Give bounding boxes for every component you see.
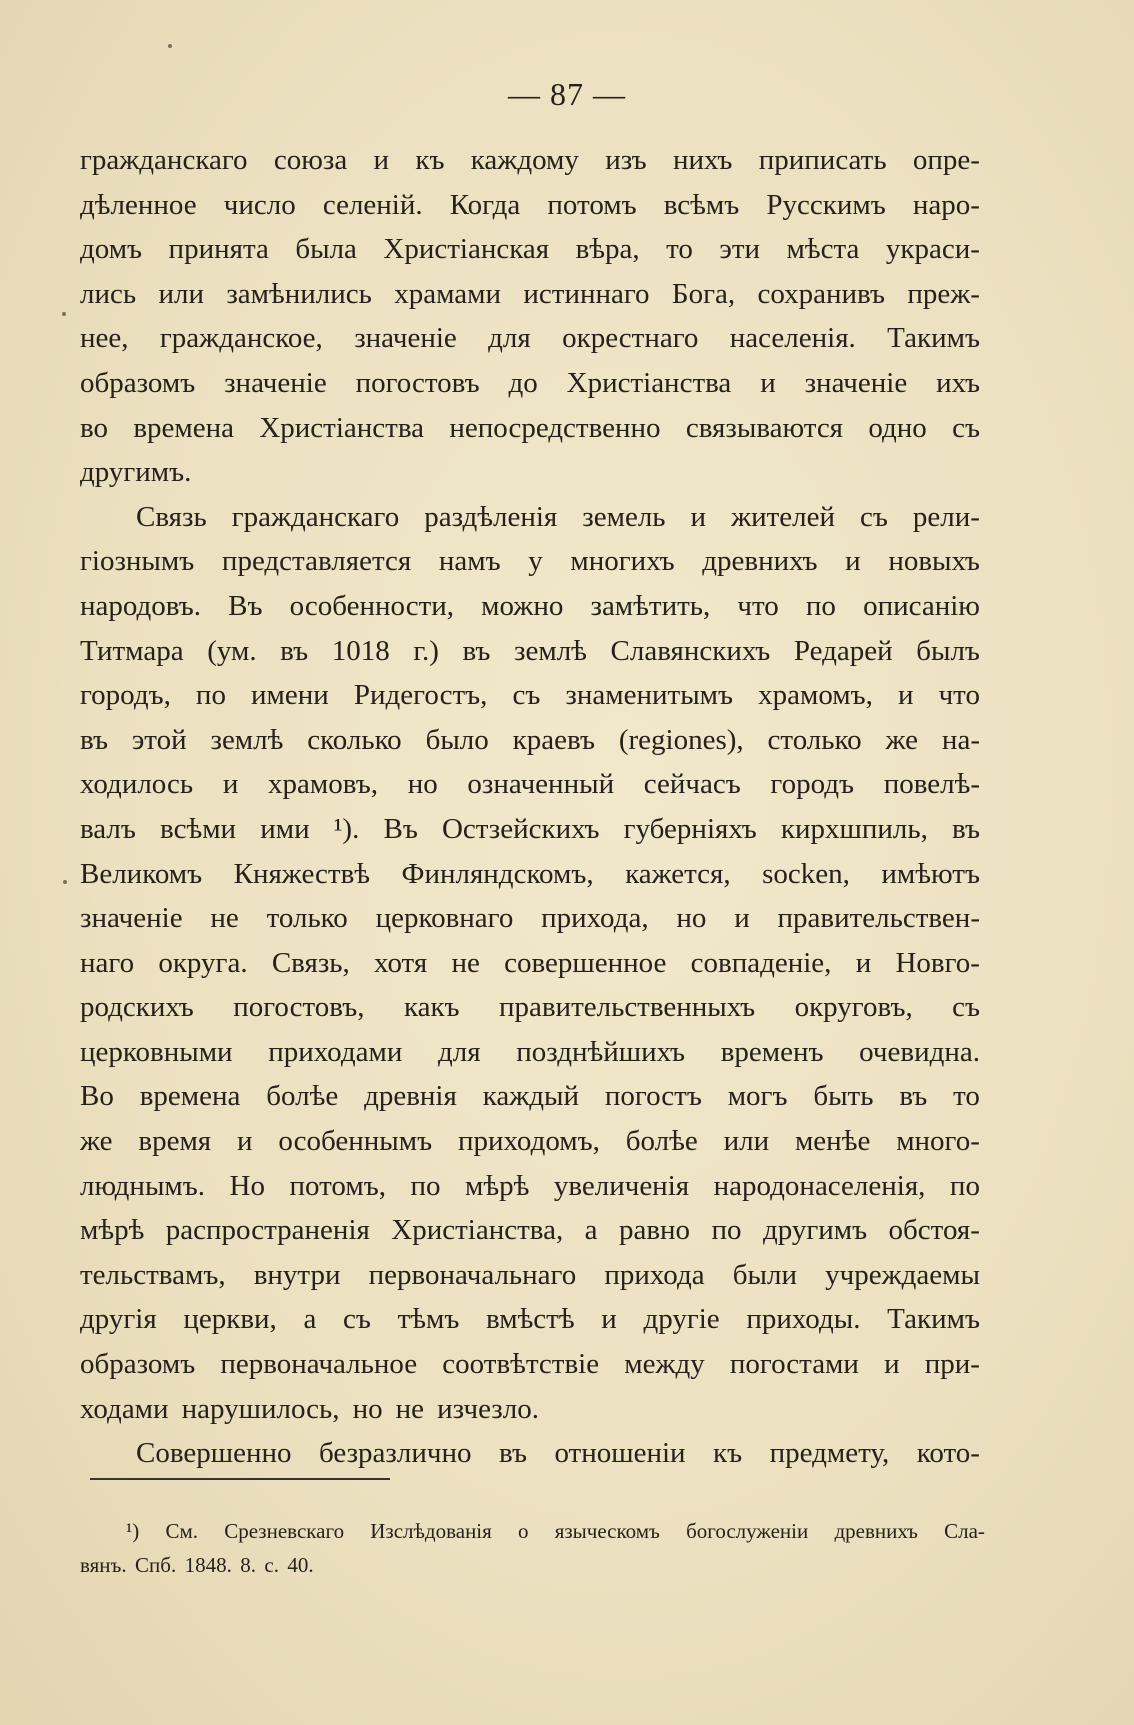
word: кото- (916, 1437, 980, 1470)
word: а (303, 1303, 317, 1336)
word: округовъ, (794, 991, 913, 1024)
word: и (760, 366, 776, 399)
word: гражданскаго (80, 144, 248, 176)
word: замѣнились (226, 277, 372, 310)
word: селеній. (322, 188, 423, 221)
word: между (624, 1348, 705, 1381)
word: не (451, 946, 480, 979)
word: значеніе (224, 366, 327, 399)
word: по (195, 679, 226, 712)
word: преж- (907, 277, 980, 310)
word: приходомъ, (457, 1125, 600, 1158)
word: и (734, 902, 750, 935)
text-line (80, 406, 980, 451)
word: Великомъ (80, 857, 203, 890)
word: могъ (727, 1080, 788, 1113)
word: гражданскаго (231, 500, 400, 533)
word: или (158, 277, 204, 310)
word: увеличенія (553, 1169, 690, 1202)
word: по (805, 589, 836, 622)
word: 1848. (184, 1553, 232, 1577)
word: ¹). (333, 812, 360, 845)
word: значеніе (804, 366, 908, 399)
word: Въ (228, 589, 263, 622)
word: обстоя- (888, 1214, 980, 1247)
word: и (897, 679, 914, 712)
page-number: — 87 — (508, 76, 626, 112)
word: мѣрѣ (80, 1214, 145, 1247)
text-line (80, 629, 980, 674)
word: съ (952, 411, 980, 444)
footnote-line (80, 1514, 985, 1548)
word: но (676, 902, 707, 935)
word: временъ (720, 1035, 824, 1068)
speck (62, 312, 66, 316)
text-line (80, 183, 980, 228)
word: не (210, 902, 239, 935)
word: погостъ (604, 1080, 702, 1113)
word: время (138, 1125, 212, 1158)
word: приписать (758, 144, 887, 176)
word: опре- (912, 144, 980, 176)
text-line (80, 1164, 980, 1209)
word: образомъ (80, 1348, 196, 1381)
word: Въ (383, 812, 418, 845)
word: сколько (307, 723, 402, 756)
word: и (237, 1125, 253, 1158)
word: Во (80, 1080, 114, 1113)
word: рели- (912, 500, 980, 533)
text-line (80, 896, 980, 941)
text-line (80, 807, 980, 852)
word: съ (343, 1303, 371, 1336)
word: особеннымъ (278, 1125, 433, 1158)
word: повелѣ- (883, 768, 980, 801)
word: хотя (374, 946, 428, 979)
word: прихода, (541, 902, 649, 935)
text-line (80, 1119, 980, 1164)
word: до (508, 366, 538, 399)
word: равно (618, 1214, 691, 1247)
word: другіе (643, 1303, 720, 1336)
word: каждый (482, 1080, 580, 1113)
word: новыхъ (888, 545, 980, 578)
word: кирхшпиль, (780, 812, 928, 845)
word: древнія (364, 1080, 457, 1113)
word: безразлично (318, 1437, 472, 1470)
footnote-divider (90, 1478, 390, 1480)
word: первоначальное (220, 1348, 418, 1381)
word: и (884, 1348, 900, 1381)
word: погостовъ (355, 366, 480, 399)
word: столько (767, 723, 862, 756)
text-line (80, 138, 980, 183)
text-line (80, 985, 980, 1030)
word: непосредственно (449, 411, 661, 444)
word: землѣ (514, 634, 587, 667)
word: имѣютъ (881, 857, 980, 890)
word: Княжествѣ (233, 857, 371, 890)
word: кажется, (625, 857, 731, 890)
word: можно (481, 589, 564, 622)
word: же (885, 723, 919, 756)
word: во (80, 411, 108, 444)
word: приходами (268, 1035, 403, 1068)
word: погостами (729, 1348, 859, 1381)
word: соотвѣтствіе (442, 1348, 600, 1381)
text-line (80, 1253, 980, 1298)
word: Титмара (80, 634, 184, 667)
word: и (373, 144, 390, 176)
word: по (711, 1214, 742, 1247)
word: что (737, 589, 779, 622)
word: наро- (912, 188, 980, 221)
word: правительствен- (777, 902, 980, 935)
word: Когда (449, 188, 521, 221)
word: по (410, 1169, 441, 1202)
word: была (295, 233, 357, 266)
word: socken, (762, 857, 850, 890)
word: то (666, 233, 693, 266)
word: позднѣйшихъ (516, 1035, 686, 1068)
text-line (80, 1074, 980, 1119)
word: болѣе (625, 1125, 698, 1158)
word: вѣра, (575, 233, 640, 266)
text-line (80, 450, 980, 495)
word: въ (80, 723, 108, 756)
word: потомъ (547, 188, 637, 221)
word: но (407, 768, 438, 801)
word: въ (899, 1080, 928, 1113)
word: по (949, 1169, 980, 1202)
word: древнихъ (702, 545, 818, 578)
word: въ (951, 812, 980, 845)
word: связываются (685, 411, 844, 444)
word: потомъ, (289, 1169, 386, 1202)
word: Христіанская (383, 233, 550, 266)
word: предмету, (769, 1437, 890, 1470)
word: Христіанства (566, 366, 732, 399)
word: Христіанства (259, 411, 424, 444)
word: вмѣстѣ (486, 1303, 575, 1336)
word: къ (415, 144, 445, 176)
word: очевидна. (859, 1035, 980, 1068)
word: (ум. (207, 634, 257, 667)
word: при- (924, 1348, 980, 1381)
word: народонаселенія, (713, 1169, 926, 1202)
word: въ (462, 634, 491, 667)
word: Новго- (895, 946, 980, 979)
word: домъ (80, 233, 143, 266)
word: Остзейскихъ (441, 812, 600, 845)
word: храмами (394, 277, 502, 310)
body-text (80, 138, 980, 1476)
word: намъ (438, 545, 501, 578)
word: описанію (863, 589, 980, 622)
word: городъ (770, 768, 855, 801)
word: г.) (413, 634, 439, 667)
word: одно (868, 411, 927, 444)
word: ихъ (936, 366, 980, 399)
word: къ (713, 1437, 743, 1470)
word: окрестнаго (562, 322, 699, 355)
word: много- (896, 1125, 980, 1158)
word: другимъ (762, 1214, 868, 1247)
text-line (80, 361, 980, 406)
word: съ (512, 679, 541, 712)
text-line (80, 1030, 980, 1075)
word: гражданское, (159, 322, 323, 355)
word: тѣмъ (397, 1303, 460, 1336)
word: и (845, 545, 861, 578)
word: совершенное (504, 946, 667, 979)
word: представляется (221, 545, 412, 578)
word: Связь, (271, 946, 350, 979)
word: число (223, 188, 296, 221)
speck (63, 880, 67, 884)
word: изъ (605, 144, 647, 176)
word: сейчасъ (643, 768, 741, 801)
word: жителей (731, 500, 836, 533)
word: означенный (467, 768, 615, 801)
word: отношеніи (554, 1437, 686, 1470)
text-line (80, 1387, 980, 1432)
word: же (80, 1125, 113, 1158)
word: церкви, (183, 1303, 277, 1336)
word: раздѣленія (424, 500, 558, 533)
word: тельствамъ, (80, 1258, 226, 1291)
word: было (425, 723, 489, 756)
word: и (855, 946, 872, 979)
word: гіознымъ (80, 545, 195, 578)
word: значеніе (354, 322, 457, 355)
word: первоначальнаго (368, 1258, 577, 1291)
word: церковными (80, 1035, 233, 1068)
text-line (80, 272, 980, 317)
text-line (80, 584, 980, 629)
word: что (938, 679, 980, 712)
word: ходами (80, 1392, 169, 1425)
word: но (352, 1392, 383, 1425)
word: были (732, 1258, 797, 1291)
word: этой (131, 723, 187, 756)
word: городъ, (80, 679, 171, 712)
text-line (80, 1342, 980, 1387)
word: округа. (158, 946, 248, 979)
word: совпаденіе, (690, 946, 832, 979)
word: с. (264, 1553, 279, 1577)
word: нее, (80, 322, 129, 355)
word: нарушилось, (181, 1392, 340, 1425)
word: или (723, 1125, 770, 1158)
word: для (438, 1035, 481, 1068)
word: древнихъ (834, 1519, 918, 1543)
word: въ (498, 1437, 527, 1470)
word: 1018 (331, 634, 390, 667)
word: вянъ. (80, 1553, 127, 1577)
word: только (266, 902, 348, 935)
word: другимъ. (80, 456, 192, 489)
footnote-line (80, 1548, 985, 1582)
word: Но (229, 1169, 265, 1202)
word: народовъ. (80, 589, 202, 622)
word: Русскимъ (766, 188, 886, 221)
word: Спб. (135, 1553, 177, 1577)
word: храмовъ, (268, 768, 378, 801)
word: съ (952, 991, 980, 1024)
word: внутри (253, 1258, 341, 1291)
word: Связь (136, 500, 207, 533)
word: краевъ (512, 723, 595, 756)
text-line (80, 852, 980, 897)
word: ¹) (126, 1519, 140, 1543)
word: Изслѣдованія (370, 1519, 492, 1543)
word: былъ (916, 634, 980, 667)
word: и (601, 1303, 617, 1336)
word: о (518, 1519, 529, 1543)
word: ходилось (80, 768, 194, 801)
word: не (395, 1392, 425, 1425)
word: принята (168, 233, 269, 266)
word: образомъ (80, 366, 196, 399)
text-line (80, 227, 980, 272)
word: союза (273, 144, 348, 176)
word: менѣе (794, 1125, 871, 1158)
word: губерніяхъ (623, 812, 757, 845)
word: населенія. (729, 322, 856, 355)
word: 8. (240, 1553, 257, 1577)
word: какъ (403, 991, 460, 1024)
word: Бога, (671, 277, 736, 310)
text-line (80, 762, 980, 807)
word: украси- (885, 233, 980, 266)
word: Христіанства, (391, 1214, 564, 1247)
word: правительственныхъ (498, 991, 756, 1024)
word: мѣрѣ (465, 1169, 530, 1202)
word: Славянскихъ (610, 634, 771, 667)
word: сохранивъ (757, 277, 885, 310)
text-line (80, 539, 980, 584)
word: значеніе (80, 902, 183, 935)
word: валъ (80, 812, 136, 845)
word: быть (813, 1080, 874, 1113)
word: Финляндскомъ, (401, 857, 594, 890)
word: Ридегостъ, (353, 679, 488, 712)
word: времена (139, 1080, 241, 1113)
word: имени (251, 679, 329, 712)
word: ими (260, 812, 310, 845)
text-line (80, 316, 980, 361)
word: Такимъ (887, 322, 980, 355)
word: болѣе (266, 1080, 339, 1113)
word: всѣмъ (663, 188, 740, 221)
word: въ (280, 634, 309, 667)
word: погостовъ, (233, 991, 365, 1024)
word: (regiones), (618, 723, 744, 756)
word: и (690, 500, 707, 533)
word: Срезневскаго (224, 1519, 345, 1543)
word: Редарей (793, 634, 893, 667)
word: 40. (287, 1553, 314, 1577)
word: то (953, 1080, 980, 1113)
word: истиннаго (523, 277, 650, 310)
word: См. (165, 1519, 199, 1543)
word: богослуженіи (686, 1519, 809, 1543)
word: а (584, 1214, 598, 1247)
text-line (80, 495, 980, 540)
word: эти (719, 233, 761, 266)
word: изчезло. (437, 1392, 539, 1425)
text-line (80, 1431, 980, 1476)
word: землѣ (210, 723, 284, 756)
speck (168, 44, 172, 48)
word: мѣста (786, 233, 860, 266)
word: времена (133, 411, 234, 444)
word: родскихъ (80, 991, 194, 1024)
word: и (222, 768, 239, 801)
word: на- (941, 723, 980, 756)
word: прихода (604, 1258, 705, 1291)
word: Совершенно (136, 1437, 292, 1470)
text-line (80, 718, 980, 763)
word: замѣтить, (590, 589, 711, 622)
footnotes (80, 1514, 985, 1582)
word: каждому (470, 144, 579, 176)
word: земель (582, 500, 666, 533)
word: многихъ (570, 545, 675, 578)
word: всѣми (160, 812, 237, 845)
word: знаменитымъ (565, 679, 734, 712)
word: для (488, 322, 531, 355)
word: церковнаго (375, 902, 514, 935)
text-line (80, 1297, 980, 1342)
word: съ (860, 500, 888, 533)
word: распространенія (165, 1214, 370, 1247)
word: храмомъ, (758, 679, 873, 712)
word: другія (80, 1303, 157, 1336)
word: нихъ (673, 144, 733, 176)
word: особенности, (289, 589, 455, 622)
word: приходы. (746, 1303, 861, 1336)
word: люднымъ. (80, 1169, 206, 1202)
word: Такимъ (887, 1303, 980, 1336)
word: лись (80, 277, 137, 310)
word: Сла- (944, 1519, 985, 1543)
word: наго (80, 946, 135, 979)
text-line (80, 673, 980, 718)
text-line (80, 941, 980, 986)
word: дѣленное (80, 188, 197, 221)
word: языческомъ (554, 1519, 660, 1543)
word: учреждаемы (825, 1258, 980, 1291)
text-line (80, 1208, 980, 1253)
word: у (528, 545, 543, 578)
